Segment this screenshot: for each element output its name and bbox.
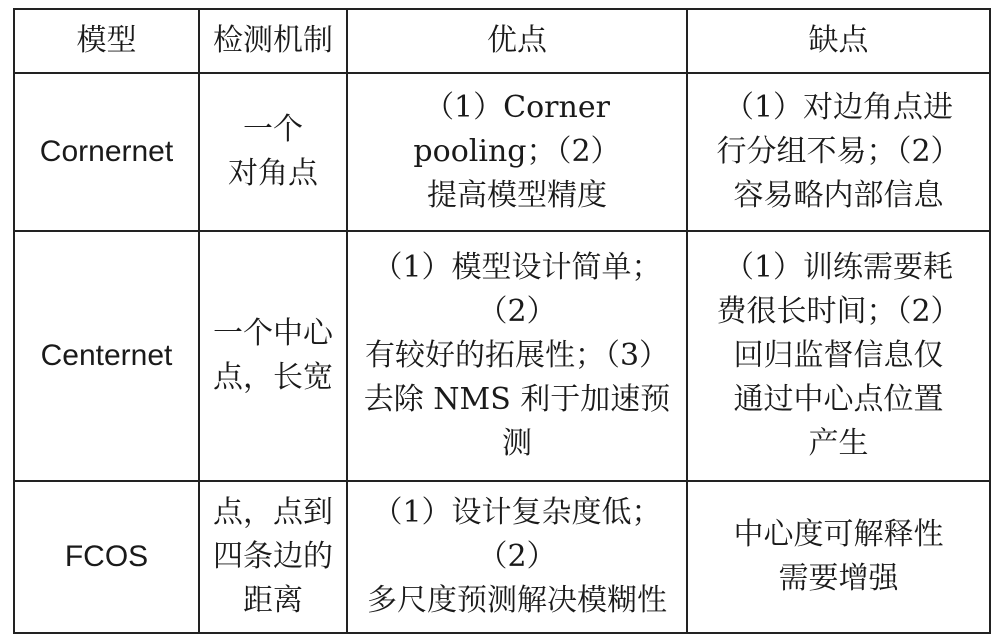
disadvantages-cell: 中心度可解释性 需要增强	[687, 481, 990, 633]
table-row	[14, 481, 990, 633]
model-comparison-table	[13, 8, 991, 634]
advantages-cell: （1）模型设计简单；（2） 有较好的拓展性；（3） 去除 NMS 利于加速预 测	[347, 231, 687, 481]
header-disadvantages: 缺点	[687, 9, 990, 73]
header-advantages: 优点	[347, 9, 687, 73]
disadvantages-cell: （1）对边角点进 行分组不易；（2） 容易略内部信息	[687, 73, 990, 231]
advantages-cell: （1）Corner pooling；（2） 提高模型精度	[347, 73, 687, 231]
mechanism-cell: 点，点到 四条边的 距离	[199, 481, 347, 633]
advantages-cell: （1）设计复杂度低；（2） 多尺度预测解决模糊性	[347, 481, 687, 633]
comparison-table-wrapper	[13, 8, 991, 632]
header-mechanism: 检测机制	[199, 9, 347, 73]
disadvantages-cell: （1）训练需要耗 费很长时间；（2） 回归监督信息仅 通过中心点位置 产生	[687, 231, 990, 481]
header-row	[14, 9, 990, 73]
header-model: 模型	[14, 9, 199, 73]
mechanism-cell: 一个 对角点	[199, 73, 347, 231]
table-row	[14, 73, 990, 231]
model-cell: Centernet	[14, 231, 199, 481]
mechanism-cell: 一个中心 点，长宽	[199, 231, 347, 481]
model-cell: Cornernet	[14, 73, 199, 231]
model-cell: FCOS	[14, 481, 199, 633]
table-row	[14, 231, 990, 481]
